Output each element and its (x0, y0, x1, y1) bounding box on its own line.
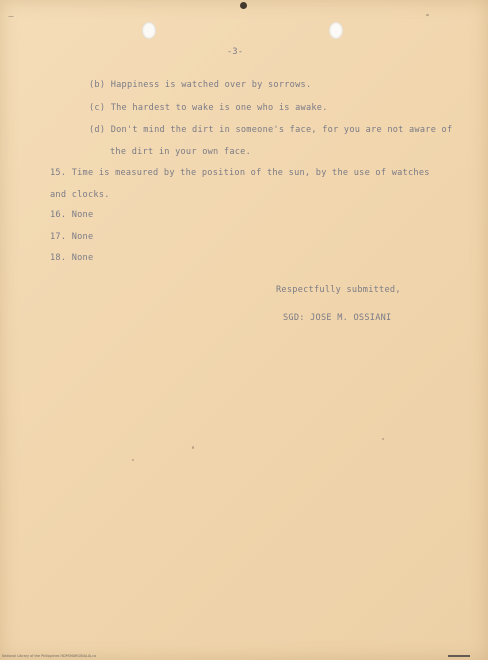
proverb-d-line1: (d) Don't mind the dirt in someone's face, for you are not aware of (89, 125, 453, 135)
item-15-line2: and clocks. (50, 190, 110, 200)
paper-speck (382, 438, 384, 440)
proverb-c: (c) The hardest to wake is one who is awake. (89, 103, 328, 113)
paper-speck (426, 14, 429, 16)
punch-hole-left (142, 22, 156, 39)
signature-line: SGD: JOSE M. OSSIANI (283, 313, 392, 323)
paper-speck (192, 446, 194, 449)
punch-hole-right (329, 22, 343, 39)
item-18: 18. None (50, 253, 94, 263)
paper-speck (132, 459, 134, 461)
paper-speck (8, 16, 14, 17)
proverb-d-line2: the dirt in your own face. (110, 147, 252, 157)
footer-note: National Library of the Philippines HDPSMARGINALIA.ca (2, 654, 97, 658)
corner-mark (448, 655, 470, 657)
item-15-line1: 15. Time is measured by the position of the sun, by the use of watches (50, 168, 430, 178)
staple-mark (240, 2, 247, 9)
item-17: 17. None (50, 232, 94, 242)
closing-line: Respectfully submitted, (276, 285, 401, 295)
proverb-b: (b) Happiness is watched over by sorrows. (89, 80, 312, 90)
item-16: 16. None (50, 210, 94, 220)
page-number: -3- (227, 47, 244, 57)
